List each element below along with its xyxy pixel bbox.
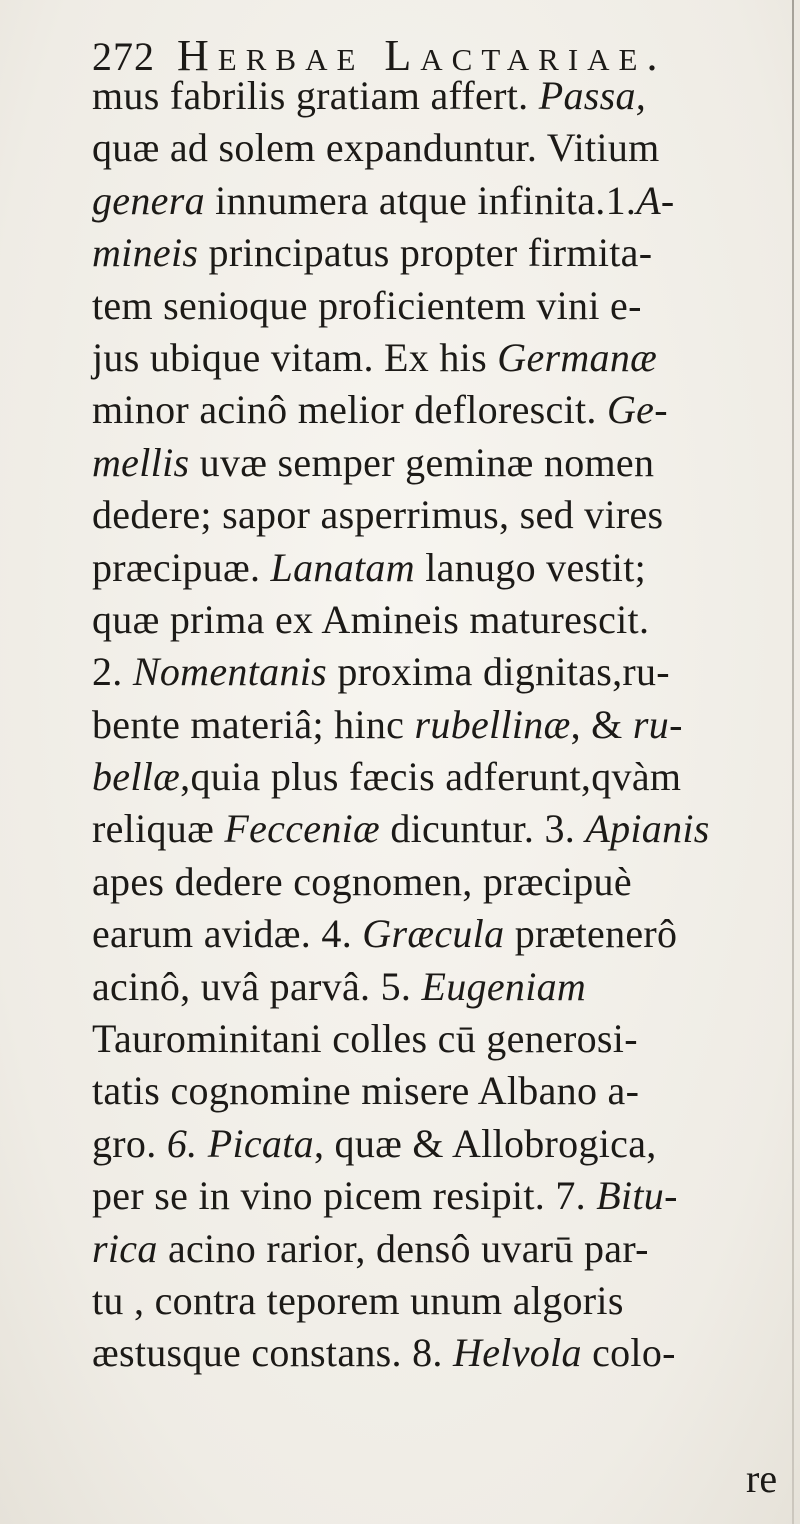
italic-term: genera: [92, 177, 205, 223]
italic-term: Fecceniæ: [224, 806, 381, 852]
text-run: tu , contra teporem unum algoris: [92, 1277, 624, 1323]
text-line: [92, 803, 792, 855]
text-run: , quæ & Allobrogica,: [313, 1120, 657, 1166]
text-line: [92, 1013, 792, 1065]
text-line: [92, 908, 792, 960]
italic-term: Passa,: [538, 73, 647, 118]
text-line: [92, 1275, 792, 1327]
text-run: prætenerô: [504, 911, 678, 957]
text-run: bente materiâ; hinc: [92, 701, 415, 747]
italic-term: Nomentanis: [132, 649, 328, 695]
text-run: tem senioque proficientem vini e-: [92, 282, 642, 328]
text-run: tatis cognomine misere Albano a-: [92, 1068, 640, 1114]
text-line: [92, 227, 792, 279]
text-run: Taurominitani colles cū generosi-: [92, 1016, 638, 1062]
text-run: per se in vino picem resipit. 7.: [92, 1173, 597, 1219]
catchword: re: [746, 1456, 778, 1501]
text-line: [92, 542, 792, 594]
italic-term: ru-: [632, 701, 683, 747]
italic-term: Græcula: [362, 911, 505, 957]
text-line: [92, 751, 792, 803]
text-line: [92, 594, 792, 646]
text-run: apes dedere cognomen, præcipuè: [92, 858, 632, 904]
text-run: colo-: [581, 1330, 676, 1376]
text-run: dicuntur. 3.: [380, 806, 586, 852]
text-run: , &: [570, 701, 633, 747]
italic-term: mineis: [92, 230, 199, 276]
text-line: [92, 699, 792, 751]
page-edge-shadow: [792, 0, 794, 1524]
text-run: præcipuæ.: [92, 544, 271, 590]
italic-term: Eugeniam: [421, 963, 587, 1009]
text-line: [92, 1170, 792, 1222]
text-run: lanugo vestit;: [414, 544, 647, 590]
text-run: proxima dignitas,ru-: [327, 649, 670, 695]
text-run: dedere; sapor asperrimus, sed vires: [92, 492, 664, 538]
italic-term: 6. Picata: [166, 1120, 314, 1166]
text-run: ,quia plus fæcis adferunt,qvàm: [180, 754, 682, 800]
text-line: [92, 961, 792, 1013]
italic-term: Bitu-: [596, 1173, 678, 1219]
text-line: [92, 332, 792, 384]
text-run: gro.: [92, 1120, 167, 1166]
text-line: [92, 1327, 792, 1379]
text-line: [92, 856, 792, 908]
running-title: Herbae Lactariae.: [177, 31, 667, 80]
text-line: [92, 175, 792, 227]
italic-term: Helvola: [453, 1330, 582, 1376]
italic-term: rica: [92, 1225, 158, 1271]
text-run: jus ubique vitam. Ex his: [92, 334, 498, 380]
text-line: [92, 384, 792, 436]
text-run: reliquæ: [92, 806, 225, 852]
text-run: acino rarior, densô uvarū par-: [157, 1225, 649, 1271]
italic-term: Lanatam: [270, 544, 415, 590]
text-line: [92, 280, 792, 332]
italic-term: Ge-: [607, 387, 668, 433]
italic-term: mellis: [92, 439, 190, 485]
text-run: quæ ad solem expanduntur. Vitium: [92, 125, 660, 171]
italic-term: rubellinæ: [414, 701, 571, 747]
text-line: [92, 1118, 792, 1170]
text-run: quæ prima ex Amineis maturescit.: [92, 596, 650, 642]
text-run: uvæ semper geminæ nomen: [189, 439, 655, 485]
text-run: 2.: [92, 649, 133, 695]
italic-term: Germanæ: [497, 334, 658, 380]
text-line: [92, 437, 792, 489]
text-run: minor acinô melior deflorescit.: [92, 387, 607, 433]
text-line: [92, 489, 792, 541]
italic-term: bellæ: [92, 754, 181, 800]
text-line: [92, 646, 792, 698]
text-line: [92, 70, 792, 122]
text-run: acinô, uvâ parvâ. 5.: [92, 963, 422, 1009]
text-run: principatus propter firmita-: [198, 230, 653, 276]
text-line: [92, 1065, 792, 1117]
text-run: mus fabrilis gratiam affert.: [92, 73, 539, 118]
text-run: æstusque constans. 8.: [92, 1330, 454, 1376]
page-number: 272: [92, 34, 155, 79]
italic-term: A-: [636, 177, 675, 223]
text-run: earum avidæ. 4.: [92, 911, 363, 957]
italic-term: Apianis: [585, 806, 710, 852]
text-line: [92, 1223, 792, 1275]
body-text: [92, 70, 792, 1380]
text-run: innumera atque infinita.1.: [204, 177, 637, 223]
text-line: [92, 122, 792, 174]
